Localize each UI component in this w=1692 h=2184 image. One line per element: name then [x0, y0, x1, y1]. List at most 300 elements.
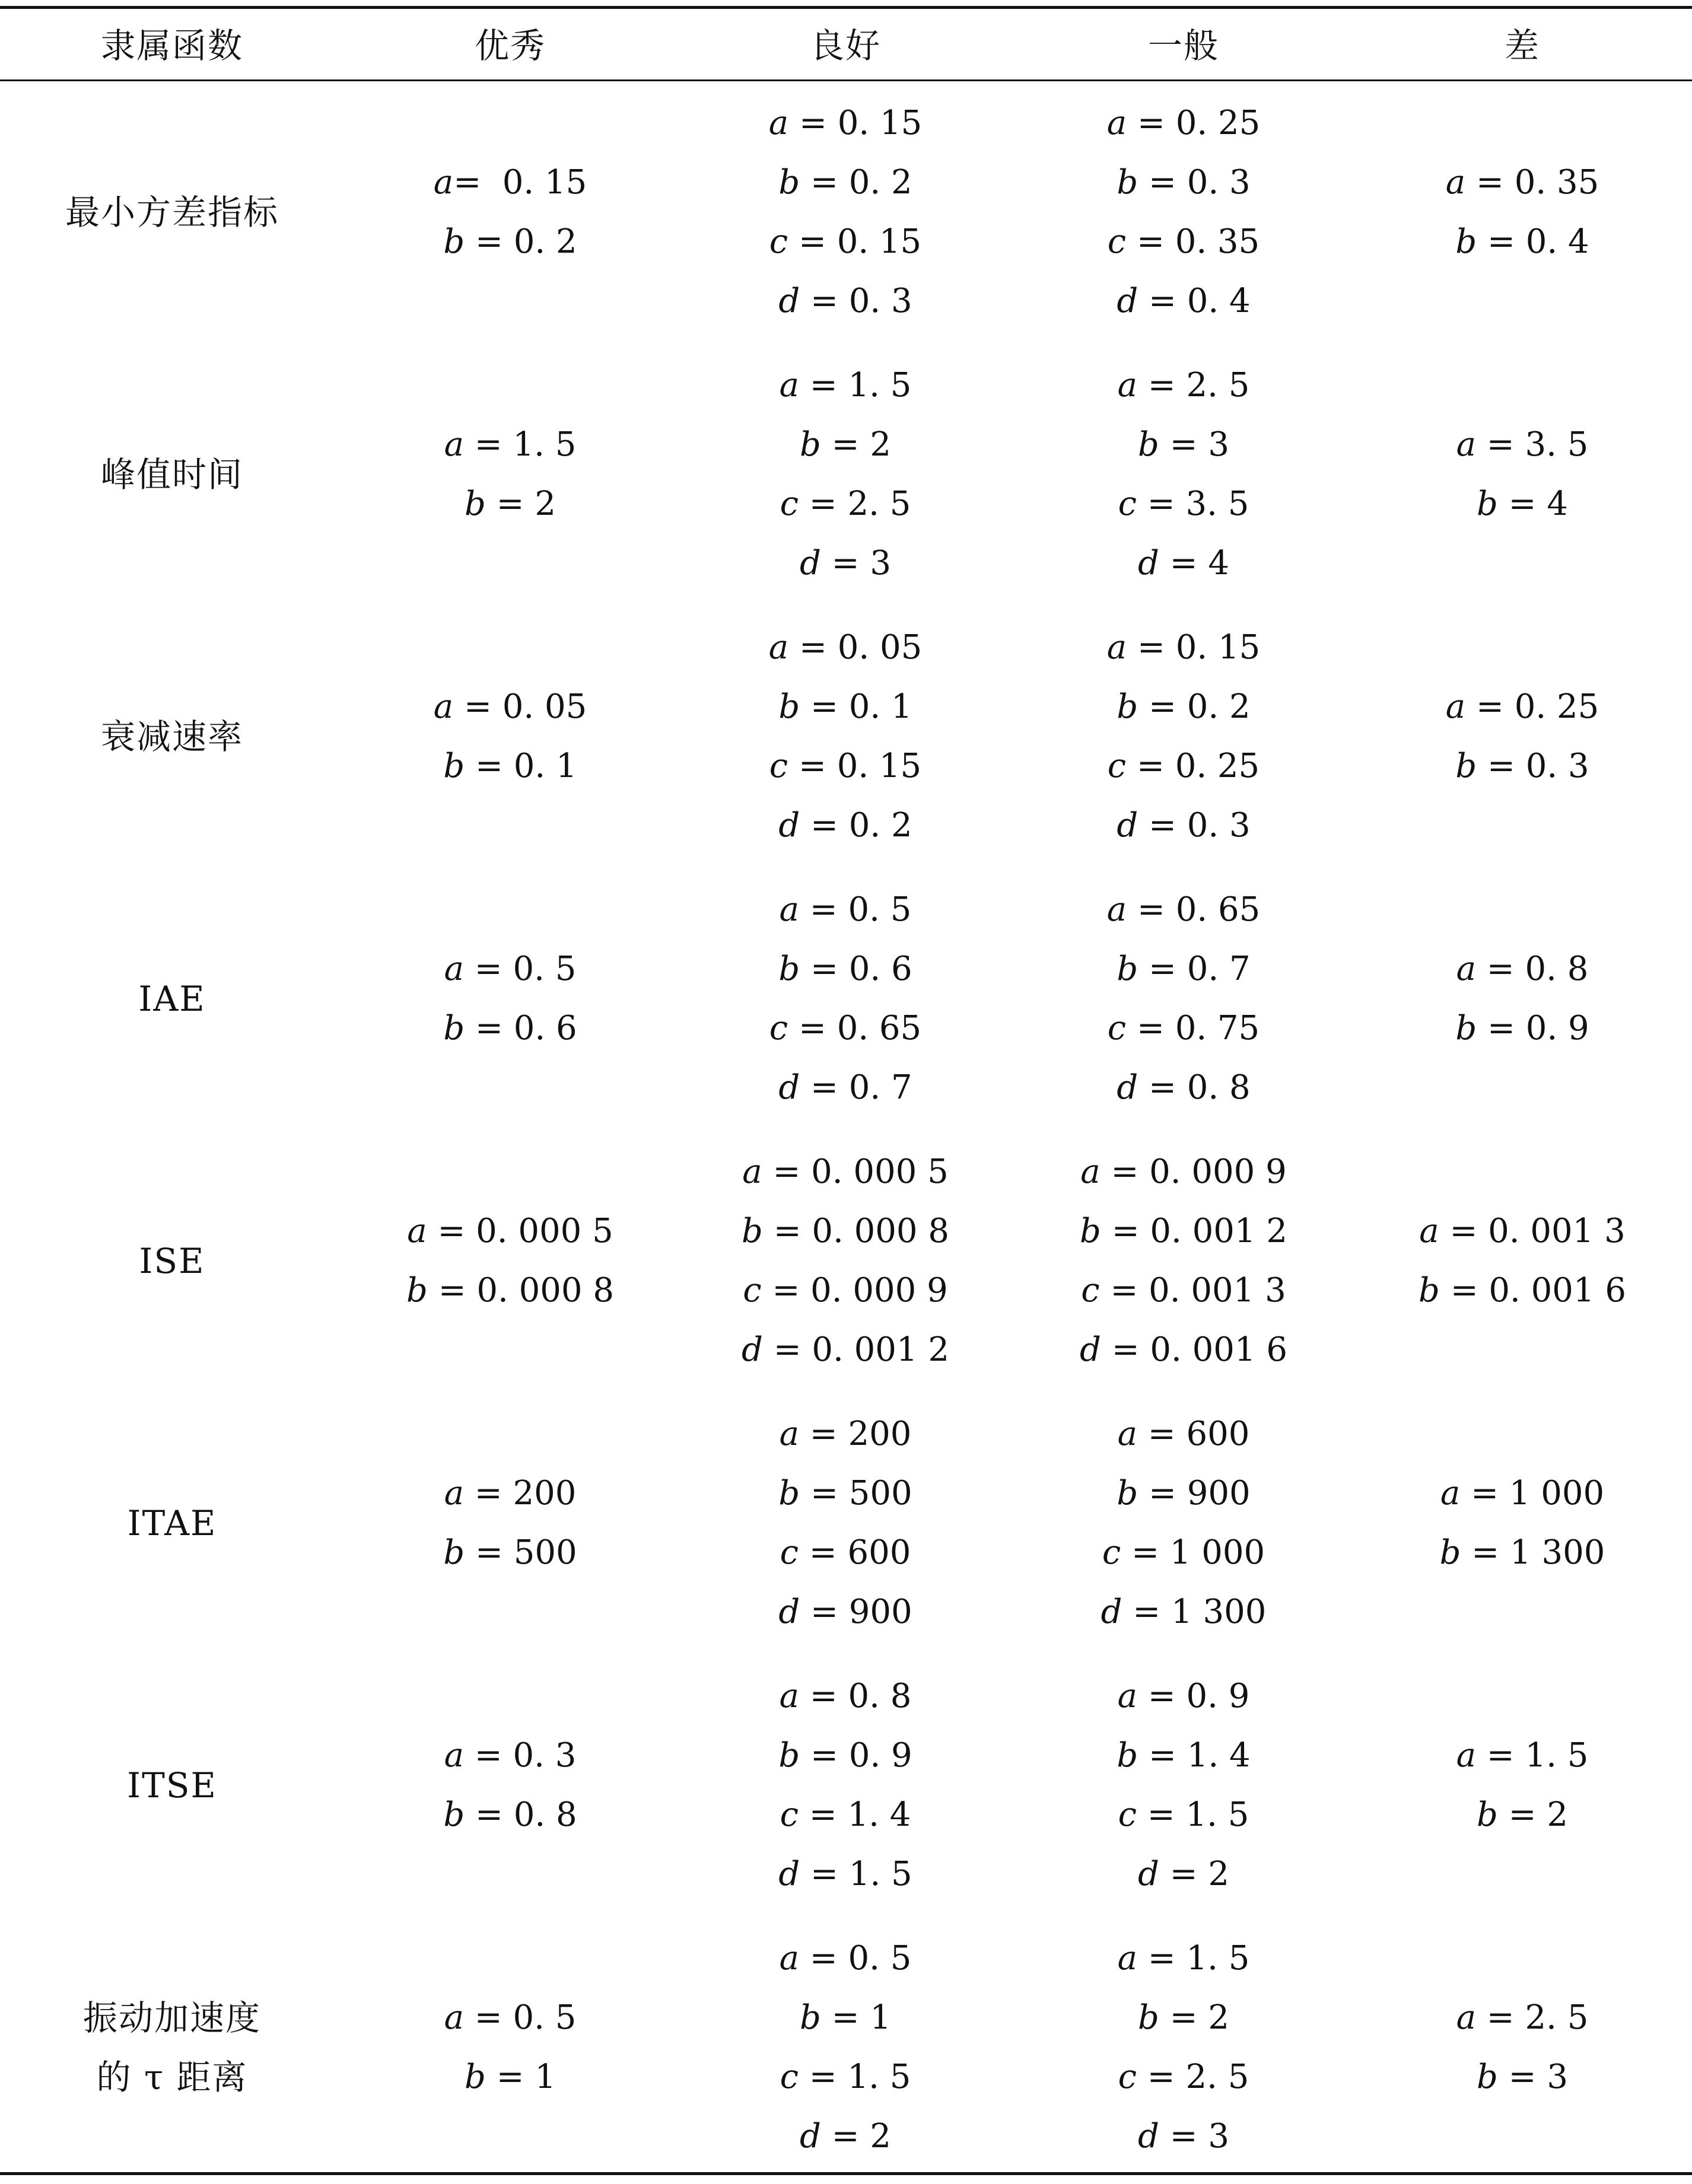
param-line [778, 796, 912, 855]
param-line [769, 737, 921, 796]
param-variable: c [769, 1009, 788, 1048]
param-line [780, 1523, 911, 1583]
param-variable: c [780, 485, 799, 523]
param-variable: d [778, 282, 800, 320]
param-variable: a [779, 1415, 799, 1453]
param-line [1117, 1726, 1250, 1785]
param-variable: c [780, 2058, 799, 2096]
param-line [780, 356, 912, 415]
param-value: = 0. 7 [1138, 950, 1251, 988]
param-variable: b [406, 1271, 428, 1310]
param-variable: c [769, 222, 788, 261]
param-value: = 0. 25 [1126, 747, 1260, 785]
param-value: = 1. 4 [1138, 1736, 1251, 1775]
param-line [800, 1988, 891, 2048]
param-variable: b [1117, 1474, 1138, 1513]
table-row [0, 343, 1692, 606]
param-value: = 1. 4 [798, 1795, 911, 1834]
param-value: = 0. 000 9 [761, 1271, 948, 1310]
param-variable: b [1117, 950, 1138, 988]
param-line [1455, 999, 1589, 1058]
param-variable: b [1455, 1009, 1477, 1048]
param-line [434, 153, 587, 212]
param-value: = 0. 001 6 [1439, 1271, 1626, 1310]
param-line [1138, 415, 1229, 475]
param-cell [344, 1130, 676, 1392]
table-row [0, 1654, 1692, 1916]
param-value: = 0. 05 [453, 687, 587, 726]
param-line [434, 677, 587, 737]
table-row [0, 1130, 1692, 1392]
param-line [769, 94, 922, 153]
param-cell [676, 1392, 1014, 1654]
param-value: = 1 [820, 1998, 891, 2037]
header-average: 一般 [1147, 26, 1219, 66]
param-value: = 0. 3 [464, 1736, 577, 1775]
param-value: = 1 000 [1121, 1533, 1265, 1572]
param-value: = 0. 001 2 [1101, 1212, 1287, 1250]
param-line [780, 880, 912, 940]
param-value: = 0. 3 [800, 282, 912, 320]
param-line [778, 1464, 912, 1523]
param-variable: b [799, 1998, 821, 2037]
param-line [780, 2048, 911, 2107]
param-variable: a [1106, 628, 1127, 667]
param-line [406, 1261, 614, 1320]
param-line [800, 534, 891, 593]
param-line [444, 415, 577, 475]
param-value: = 0. 75 [1126, 1009, 1260, 1048]
param-line [778, 1845, 912, 1904]
param-value: = 0. 3 [1138, 806, 1251, 845]
param-value: = 0. 5 [799, 1939, 912, 1978]
param-line [1118, 2048, 1249, 2107]
param-variable: d [799, 2117, 821, 2156]
header-good: 良好 [809, 26, 881, 66]
param-variable: c [769, 747, 788, 785]
row-label: 最小方差指标 [65, 192, 279, 233]
param-value: = 0. 35 [1465, 163, 1599, 202]
param-value: = 0. 35 [1126, 222, 1260, 261]
param-line [1456, 1726, 1589, 1785]
param-value: = 0. 8 [465, 1795, 577, 1834]
param-line [1446, 153, 1599, 212]
param-variable: b [778, 687, 800, 726]
param-variable: c [780, 1533, 799, 1572]
param-line [407, 1202, 613, 1261]
param-variable: b [1117, 1736, 1138, 1775]
param-cell [1353, 81, 1692, 343]
param-variable: d [1137, 2117, 1159, 2156]
param-line [1107, 618, 1260, 677]
param-line [778, 1726, 912, 1785]
param-value: = 0. 05 [788, 628, 923, 667]
param-line [1477, 2048, 1568, 2107]
param-variable: c [1107, 222, 1127, 261]
param-line [769, 999, 921, 1058]
param-value: = 0. 15 [788, 222, 922, 261]
param-variable: b [1419, 1271, 1440, 1310]
row-label: 的 τ 距离 [96, 2057, 248, 2097]
param-line [444, 940, 577, 999]
param-variable: d [778, 806, 800, 845]
param-value: = 0. 000 8 [762, 1212, 949, 1250]
param-cell [1353, 1392, 1692, 1654]
param-value: = 0. 2 [800, 806, 912, 845]
row-label: ITSE [127, 1765, 217, 1806]
param-line [1440, 1464, 1604, 1523]
row-label-cell [0, 868, 344, 1130]
param-variable: c [743, 1271, 762, 1310]
param-value: = 0. 7 [800, 1068, 912, 1107]
param-cell [1014, 1654, 1353, 1916]
param-variable: d [1101, 1593, 1122, 1631]
param-value: = 0. 000 5 [762, 1153, 949, 1191]
param-variable: b [1117, 163, 1138, 202]
param-value: = 500 [465, 1533, 577, 1572]
param-variable: a [1419, 1212, 1439, 1250]
param-line [1102, 1523, 1265, 1583]
param-line [778, 1583, 912, 1642]
param-value: = 0. 8 [1138, 1068, 1251, 1107]
param-line [1477, 1785, 1568, 1845]
param-variable: b [1476, 485, 1498, 523]
param-line [1138, 1988, 1229, 2048]
param-cell [1353, 343, 1692, 606]
param-variable: b [1439, 1533, 1461, 1572]
param-variable: b [1476, 1795, 1498, 1834]
param-variable: a [1445, 687, 1466, 726]
param-line [1419, 1261, 1626, 1320]
param-value: = 1. 5 [1137, 1939, 1250, 1978]
param-line [780, 1667, 912, 1726]
param-value: = 0. 8 [1476, 950, 1589, 988]
param-value: = 3 [820, 544, 891, 582]
param-line [1456, 415, 1589, 475]
param-variable: b [443, 1795, 465, 1834]
param-value: = 2 [820, 425, 891, 464]
param-variable: a [444, 425, 464, 464]
param-line [1117, 153, 1250, 212]
param-value: = 1. 5 [464, 425, 577, 464]
table-row [0, 606, 1692, 868]
param-line [1117, 940, 1250, 999]
param-line [1446, 677, 1599, 737]
param-value: = 0. 15 [788, 747, 922, 785]
param-line [800, 415, 891, 475]
param-value: = 0. 000 8 [427, 1271, 614, 1310]
param-variable: d [742, 1330, 763, 1369]
param-value: = 0. 6 [465, 1009, 577, 1048]
param-variable: b [1455, 222, 1477, 261]
param-value: = 200 [799, 1415, 912, 1453]
param-variable: c [1118, 2058, 1137, 2096]
param-variable: b [443, 1533, 465, 1572]
row-label-cell [0, 606, 344, 868]
param-variable: a [444, 1736, 464, 1775]
param-variable: c [1118, 485, 1137, 523]
param-line [444, 1464, 577, 1523]
param-cell [344, 343, 676, 606]
param-line [1107, 94, 1260, 153]
param-variable: c [1081, 1271, 1100, 1310]
param-variable: a [1106, 890, 1127, 929]
param-line [465, 475, 556, 534]
param-variable: b [1476, 2058, 1498, 2096]
param-variable: a [1456, 425, 1476, 464]
header-poor: 差 [1504, 26, 1540, 66]
param-variable: a [407, 1212, 427, 1250]
param-variable: b [1137, 425, 1159, 464]
param-variable: d [1137, 544, 1159, 582]
param-value: = 0. 2 [800, 163, 912, 202]
param-value: = 0. 3 [1138, 163, 1251, 202]
param-variable: a [1117, 1939, 1137, 1978]
param-line [1107, 880, 1260, 940]
param-value: = 2 [1159, 1998, 1229, 2037]
param-value: = 0. 3 [1477, 747, 1589, 785]
param-value: = 0. 15 [1127, 628, 1261, 667]
param-value: = 1. 5 [800, 1855, 912, 1893]
param-line [1117, 272, 1250, 331]
param-variable: d [1117, 806, 1138, 845]
param-variable: a [1456, 1998, 1476, 2037]
param-cell [676, 1654, 1014, 1916]
param-value: = 3 [1159, 2117, 1229, 2156]
param-cell [1353, 1130, 1692, 1392]
param-line [742, 1320, 949, 1380]
param-variable: a [742, 1153, 762, 1191]
param-value: = 600 [1137, 1415, 1250, 1453]
param-value: = 2. 5 [1136, 2058, 1249, 2096]
param-cell [676, 81, 1014, 343]
param-line [1455, 212, 1589, 272]
param-line [742, 1202, 949, 1261]
param-variable: b [778, 950, 800, 988]
param-cell [1014, 1916, 1353, 2179]
param-variable: b [1137, 1998, 1159, 2037]
param-line [1118, 1405, 1250, 1464]
param-variable: b [443, 747, 465, 785]
param-value: = 0. 000 9 [1100, 1153, 1287, 1191]
param-value: = 0. 2 [465, 222, 577, 261]
param-value: = 1. 5 [798, 2058, 911, 2096]
param-line [1117, 796, 1250, 855]
param-line [780, 475, 911, 534]
param-line [742, 1142, 948, 1202]
param-variable: b [1455, 747, 1477, 785]
param-variable: c [1107, 747, 1127, 785]
param-variable: a [1106, 104, 1127, 142]
row-label: ISE [139, 1241, 205, 1281]
param-cell [676, 1130, 1014, 1392]
param-cell [1353, 1654, 1692, 1916]
param-value: = 0. 5 [799, 890, 912, 929]
param-variable: d [1117, 282, 1138, 320]
param-line [1455, 737, 1589, 796]
param-variable: c [1102, 1533, 1121, 1572]
param-variable: a [779, 1677, 799, 1715]
param-variable: a [1117, 1677, 1137, 1715]
param-value: = 1 300 [1461, 1533, 1605, 1572]
param-cell [344, 868, 676, 1130]
param-value: = 1 [485, 2058, 556, 2096]
param-variable: d [1080, 1330, 1101, 1369]
param-value: = 0. 6 [800, 950, 912, 988]
param-line [769, 618, 922, 677]
param-line [443, 212, 577, 272]
param-line [443, 999, 577, 1058]
param-line [1419, 1202, 1625, 1261]
table-row [0, 1392, 1692, 1654]
param-line [1080, 1320, 1287, 1380]
param-variable: a [779, 890, 799, 929]
param-line [1138, 2107, 1229, 2166]
param-variable: d [778, 1593, 800, 1631]
param-variable: c [1107, 1009, 1127, 1048]
param-cell [1014, 606, 1353, 868]
param-variable: a [1117, 366, 1137, 405]
param-cell [676, 868, 1014, 1130]
param-value: = 1 000 [1460, 1474, 1605, 1513]
param-variable: c [1118, 1795, 1137, 1834]
param-value: = 0. 001 3 [1099, 1271, 1286, 1310]
row-label: 衰减速率 [100, 717, 243, 757]
param-line [780, 1405, 912, 1464]
param-cell [1353, 1916, 1692, 2179]
param-cell [1014, 1130, 1353, 1392]
param-variable: d [778, 1068, 800, 1107]
param-cell [1014, 1392, 1353, 1654]
param-value: = 2. 5 [798, 485, 911, 523]
param-value: = 0. 001 6 [1101, 1330, 1287, 1369]
param-line [800, 2107, 891, 2166]
param-variable: b [1080, 1212, 1101, 1250]
param-line [444, 1726, 577, 1785]
param-value: = 0. 1 [800, 687, 912, 726]
param-value: = 1. 5 [1136, 1795, 1249, 1834]
param-line [443, 737, 577, 796]
param-variable: b [778, 163, 800, 202]
row-label-cell [0, 1654, 344, 1916]
param-value: = 0. 2 [1138, 687, 1251, 726]
param-value: = 0. 65 [788, 1009, 922, 1048]
row-label: ITAE [127, 1503, 217, 1543]
param-line [443, 1523, 577, 1583]
row-label-cell [0, 1916, 344, 2179]
param-value: = 3 [1159, 425, 1229, 464]
param-cell [1014, 868, 1353, 1130]
param-line [1440, 1523, 1605, 1583]
param-value: = 0. 4 [1138, 282, 1251, 320]
param-variable: d [778, 1855, 800, 1893]
param-variable: b [799, 425, 821, 464]
param-value: = 3. 5 [1136, 485, 1249, 523]
param-value: = 0. 9 [1137, 1677, 1250, 1715]
param-value: = 500 [800, 1474, 912, 1513]
param-value: = 1. 5 [799, 366, 912, 405]
param-line [1080, 1202, 1287, 1261]
param-value: = 0. 4 [1477, 222, 1589, 261]
param-line [1456, 940, 1589, 999]
param-line [778, 1058, 912, 1118]
param-cell [344, 81, 676, 343]
param-value: = 2 [820, 2117, 891, 2156]
param-value: = 0. 000 5 [427, 1212, 613, 1250]
row-label: 振动加速度 [82, 1998, 261, 2038]
param-line [780, 1785, 911, 1845]
row-label: IAE [138, 979, 206, 1019]
param-value: = 0. 001 3 [1439, 1212, 1626, 1250]
param-variable: d [1117, 1068, 1138, 1107]
param-variable: b [1117, 687, 1138, 726]
param-cell [1353, 606, 1692, 868]
param-cell [344, 1654, 676, 1916]
param-line [443, 1785, 577, 1845]
param-line [778, 153, 912, 212]
header-membership-function: 隶属函数 [100, 26, 243, 66]
param-line [1108, 737, 1260, 796]
param-variable: a [1117, 1415, 1137, 1453]
param-line [444, 1988, 577, 2048]
param-value: = 0. 5 [464, 1998, 577, 2037]
param-value: = 1. 5 [1476, 1736, 1589, 1775]
param-variable: c [780, 1795, 799, 1834]
param-line [1477, 475, 1568, 534]
param-value: = 0. 001 2 [762, 1330, 949, 1369]
param-cell [344, 1392, 676, 1654]
param-line [778, 272, 912, 331]
param-line [1080, 1142, 1286, 1202]
param-value: = 200 [463, 1474, 577, 1513]
param-cell [1014, 81, 1353, 343]
param-line [780, 1929, 912, 1988]
param-value: = 4 [1159, 544, 1229, 582]
row-label-cell [0, 1392, 344, 1654]
param-line [743, 1261, 947, 1320]
param-line [1138, 534, 1229, 593]
header-excellent: 优秀 [474, 26, 546, 66]
param-variable: a [1456, 1736, 1476, 1775]
param-value: = 3. 5 [1476, 425, 1589, 464]
param-variable: b [464, 485, 486, 523]
param-line [1118, 1667, 1250, 1726]
row-label-cell [0, 1130, 344, 1392]
table-row [0, 1916, 1692, 2179]
param-line [1456, 1988, 1589, 2048]
param-value: = 1 300 [1122, 1593, 1267, 1631]
param-line [769, 212, 921, 272]
bottom-rule [0, 2172, 1692, 2175]
param-variable: a [1456, 950, 1476, 988]
param-value: = 2. 5 [1137, 366, 1250, 405]
param-variable: a [779, 1939, 799, 1978]
param-line [778, 677, 912, 737]
param-cell [676, 343, 1014, 606]
param-variable: a [1445, 163, 1466, 202]
table-row [0, 868, 1692, 1130]
param-value: = 0. 9 [1477, 1009, 1589, 1048]
param-value: = 0. 9 [800, 1736, 912, 1775]
param-value: = 0. 15 [788, 104, 923, 142]
param-value: = 0. 8 [799, 1677, 912, 1715]
param-variable: b [443, 1009, 465, 1048]
param-value: = 900 [800, 1593, 912, 1631]
param-value: = 0. 65 [1127, 890, 1261, 929]
param-value: = 0. 25 [1465, 687, 1599, 726]
param-line [1118, 1929, 1250, 1988]
param-line [1108, 999, 1260, 1058]
